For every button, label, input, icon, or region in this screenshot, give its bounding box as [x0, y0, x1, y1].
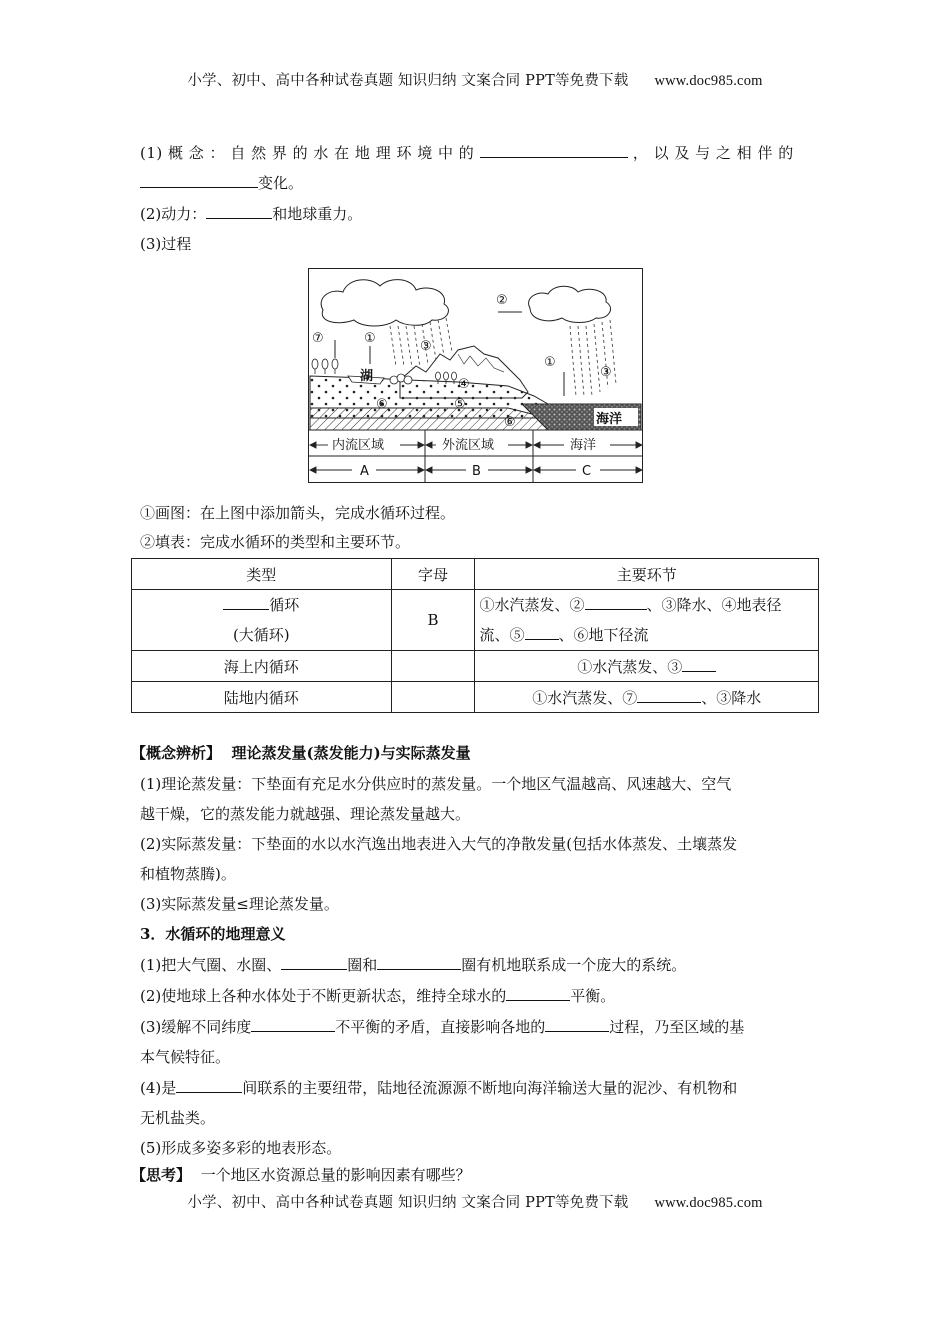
blank-concept-2[interactable] — [140, 171, 258, 188]
blank-m1-1[interactable] — [281, 953, 347, 970]
m3a: (3)缓解不同纬度 — [140, 1018, 252, 1036]
analysis-tag: 【概念辨析】 — [131, 744, 222, 762]
table-row — [132, 682, 819, 713]
steps-1b: 、③降水、④地表径 — [646, 596, 782, 614]
m1a: (1)把大气圈、水圈、 — [140, 956, 282, 974]
steps-3a: ①水汽蒸发、⑦ — [532, 689, 638, 707]
cell-steps-1 — [475, 590, 819, 651]
steps-3b: 、③降水 — [701, 689, 762, 707]
label-1-left: ① — [364, 331, 376, 346]
cell-letter-1: B — [391, 590, 475, 651]
analysis-title — [131, 738, 811, 768]
footer-text: 小学、初中、高中各种试卷真题 知识归纳 文案合同 PPT等免费下载 — [187, 1195, 629, 1211]
meaning-1 — [140, 950, 820, 980]
steps-2a: ①水汽蒸发、③ — [577, 658, 683, 676]
table-header-row — [132, 559, 819, 590]
analysis-p2a: (2)实际蒸发量：下垫面的水以水汽逸出地表进入大气的净散发量(包括水体蒸发、土壤蒸发 — [140, 835, 738, 853]
blank-m3-1[interactable] — [251, 1015, 335, 1032]
header-url[interactable]: www.doc985.com — [654, 73, 763, 89]
blank-step-7[interactable] — [637, 686, 701, 703]
letter-b: B — [472, 464, 481, 479]
blank-power[interactable] — [206, 202, 272, 219]
cell-type-3: 陆地内循环 — [132, 682, 392, 713]
label-7: ⑦ — [312, 331, 324, 346]
blank-m3-2[interactable] — [545, 1015, 609, 1032]
region-ocean: 海洋 — [570, 438, 597, 453]
label-1-right: ① — [544, 355, 556, 370]
m2a: (2)使地球上各种水体处于不断更新状态，维持全球水的 — [140, 987, 507, 1005]
page-header — [0, 69, 950, 90]
task-fill: ②填表：完成水循环的类型和主要环节。 — [140, 533, 411, 551]
label-6-left: ⑥ — [376, 397, 388, 412]
table-row — [132, 590, 819, 651]
cell-type-2: 海上内循环 — [132, 651, 392, 682]
meaning-5: (5)形成多姿多彩的地表形态。 — [140, 1139, 342, 1157]
th-type: 类型 — [132, 559, 392, 590]
analysis-p1a: (1)理论蒸发量：下垫面有充足水分供应时的蒸发量。一个地区气温越高、风速越大、空气 — [140, 775, 732, 793]
power-suffix: 和地球重力。 — [272, 205, 363, 223]
think-line — [131, 1160, 811, 1190]
type-sub: (大循环) — [232, 626, 290, 644]
footer-url[interactable]: www.doc985.com — [654, 1195, 763, 1211]
analysis-title-text: 理论蒸发量(蒸发能力)与实际蒸发量 — [231, 744, 471, 762]
analysis-p2b: 和植物蒸腾)。 — [140, 865, 236, 883]
cell-letter-2[interactable] — [391, 651, 475, 682]
meaning-title: 3．水循环的地理意义 — [140, 925, 286, 943]
m1c: 圈有机地联系成一个庞大的系统。 — [461, 956, 687, 974]
blank-step-2[interactable] — [585, 593, 647, 610]
blank-step-5[interactable] — [525, 623, 559, 640]
concept-line-1 — [140, 138, 820, 168]
page-footer — [0, 1191, 950, 1212]
concept-prefix: (1) 概 念 ： 自 然 界 的 水 在 地 理 环 境 中 的 — [140, 144, 475, 162]
label-3-left: ③ — [420, 339, 432, 354]
steps-1c: 流、⑤ — [479, 626, 525, 644]
m2b: 平衡。 — [570, 987, 616, 1005]
m4a: (4)是 — [140, 1079, 177, 1097]
power-line — [140, 199, 820, 229]
header-text: 小学、初中、高中各种试卷真题 知识归纳 文案合同 PPT等免费下载 — [187, 73, 629, 89]
analysis-p3: (3)实际蒸发量≤理论蒸发量。 — [140, 895, 339, 913]
label-lake: 湖 — [360, 369, 374, 384]
meaning-3-cont: 本气候特征。 — [140, 1048, 231, 1066]
label-6-right: ⑥ — [504, 415, 516, 430]
meaning-2 — [140, 981, 820, 1011]
label-ocean: 海洋 — [596, 412, 623, 427]
letter-c: C — [582, 464, 592, 479]
cell-steps-2 — [475, 651, 819, 682]
label-4: ④ — [458, 377, 470, 392]
cell-steps-3 — [475, 682, 819, 713]
blank-concept-1[interactable] — [480, 141, 628, 158]
analysis-p1b: 越干燥，它的蒸发能力就越强、理论蒸发量越大。 — [140, 805, 471, 823]
cell-letter-3[interactable] — [391, 682, 475, 713]
blank-m1-2[interactable] — [377, 953, 461, 970]
region-inland: 内流区域 — [332, 438, 385, 453]
m4b: 间联系的主要纽带，陆地径流源源不断地向海洋输送大量的泥沙、有机物和 — [242, 1079, 738, 1097]
power-prefix: (2)动力： — [140, 205, 207, 223]
letter-a: A — [360, 464, 369, 479]
concept-line2-text: 变化。 — [258, 174, 304, 192]
m3b: 不平衡的矛盾，直接影响各地的 — [335, 1018, 546, 1036]
concept-suffix: ， 以 及 与 之 相 伴 的 — [632, 144, 794, 162]
region-outflow: 外流区域 — [442, 438, 495, 453]
label-5: ⑤ — [454, 397, 466, 412]
blank-type-1[interactable] — [223, 593, 269, 610]
think-text: 一个地区水资源总量的影响因素有哪些？ — [200, 1166, 471, 1184]
meaning-4 — [140, 1073, 820, 1103]
table-row — [132, 651, 819, 682]
type-suffix: 循环 — [269, 596, 300, 614]
th-letter: 字母 — [391, 559, 475, 590]
meaning-3 — [140, 1012, 820, 1042]
meaning-4-cont: 无机盐类。 — [140, 1109, 216, 1127]
water-cycle-table — [131, 558, 819, 713]
blank-m2[interactable] — [506, 984, 570, 1001]
m1b: 圈和 — [347, 956, 378, 974]
label-2: ② — [496, 293, 508, 308]
think-tag: 【思考】 — [131, 1166, 192, 1184]
process-heading: (3)过程 — [140, 235, 192, 253]
blank-m4[interactable] — [176, 1076, 242, 1093]
steps-1a: ①水汽蒸发、② — [479, 596, 585, 614]
concept-line-2 — [140, 168, 820, 198]
blank-step-3[interactable] — [682, 655, 716, 672]
steps-1d: 、⑥地下径流 — [558, 626, 649, 644]
m3c: 过程，乃至区域的基 — [609, 1018, 745, 1036]
cell-type-1 — [132, 590, 392, 651]
task-draw: ①画图：在上图中添加箭头，完成水循环过程。 — [140, 504, 456, 522]
th-steps: 主要环节 — [475, 559, 819, 590]
label-3-right: ③ — [600, 365, 612, 380]
water-cycle-diagram — [308, 268, 643, 483]
